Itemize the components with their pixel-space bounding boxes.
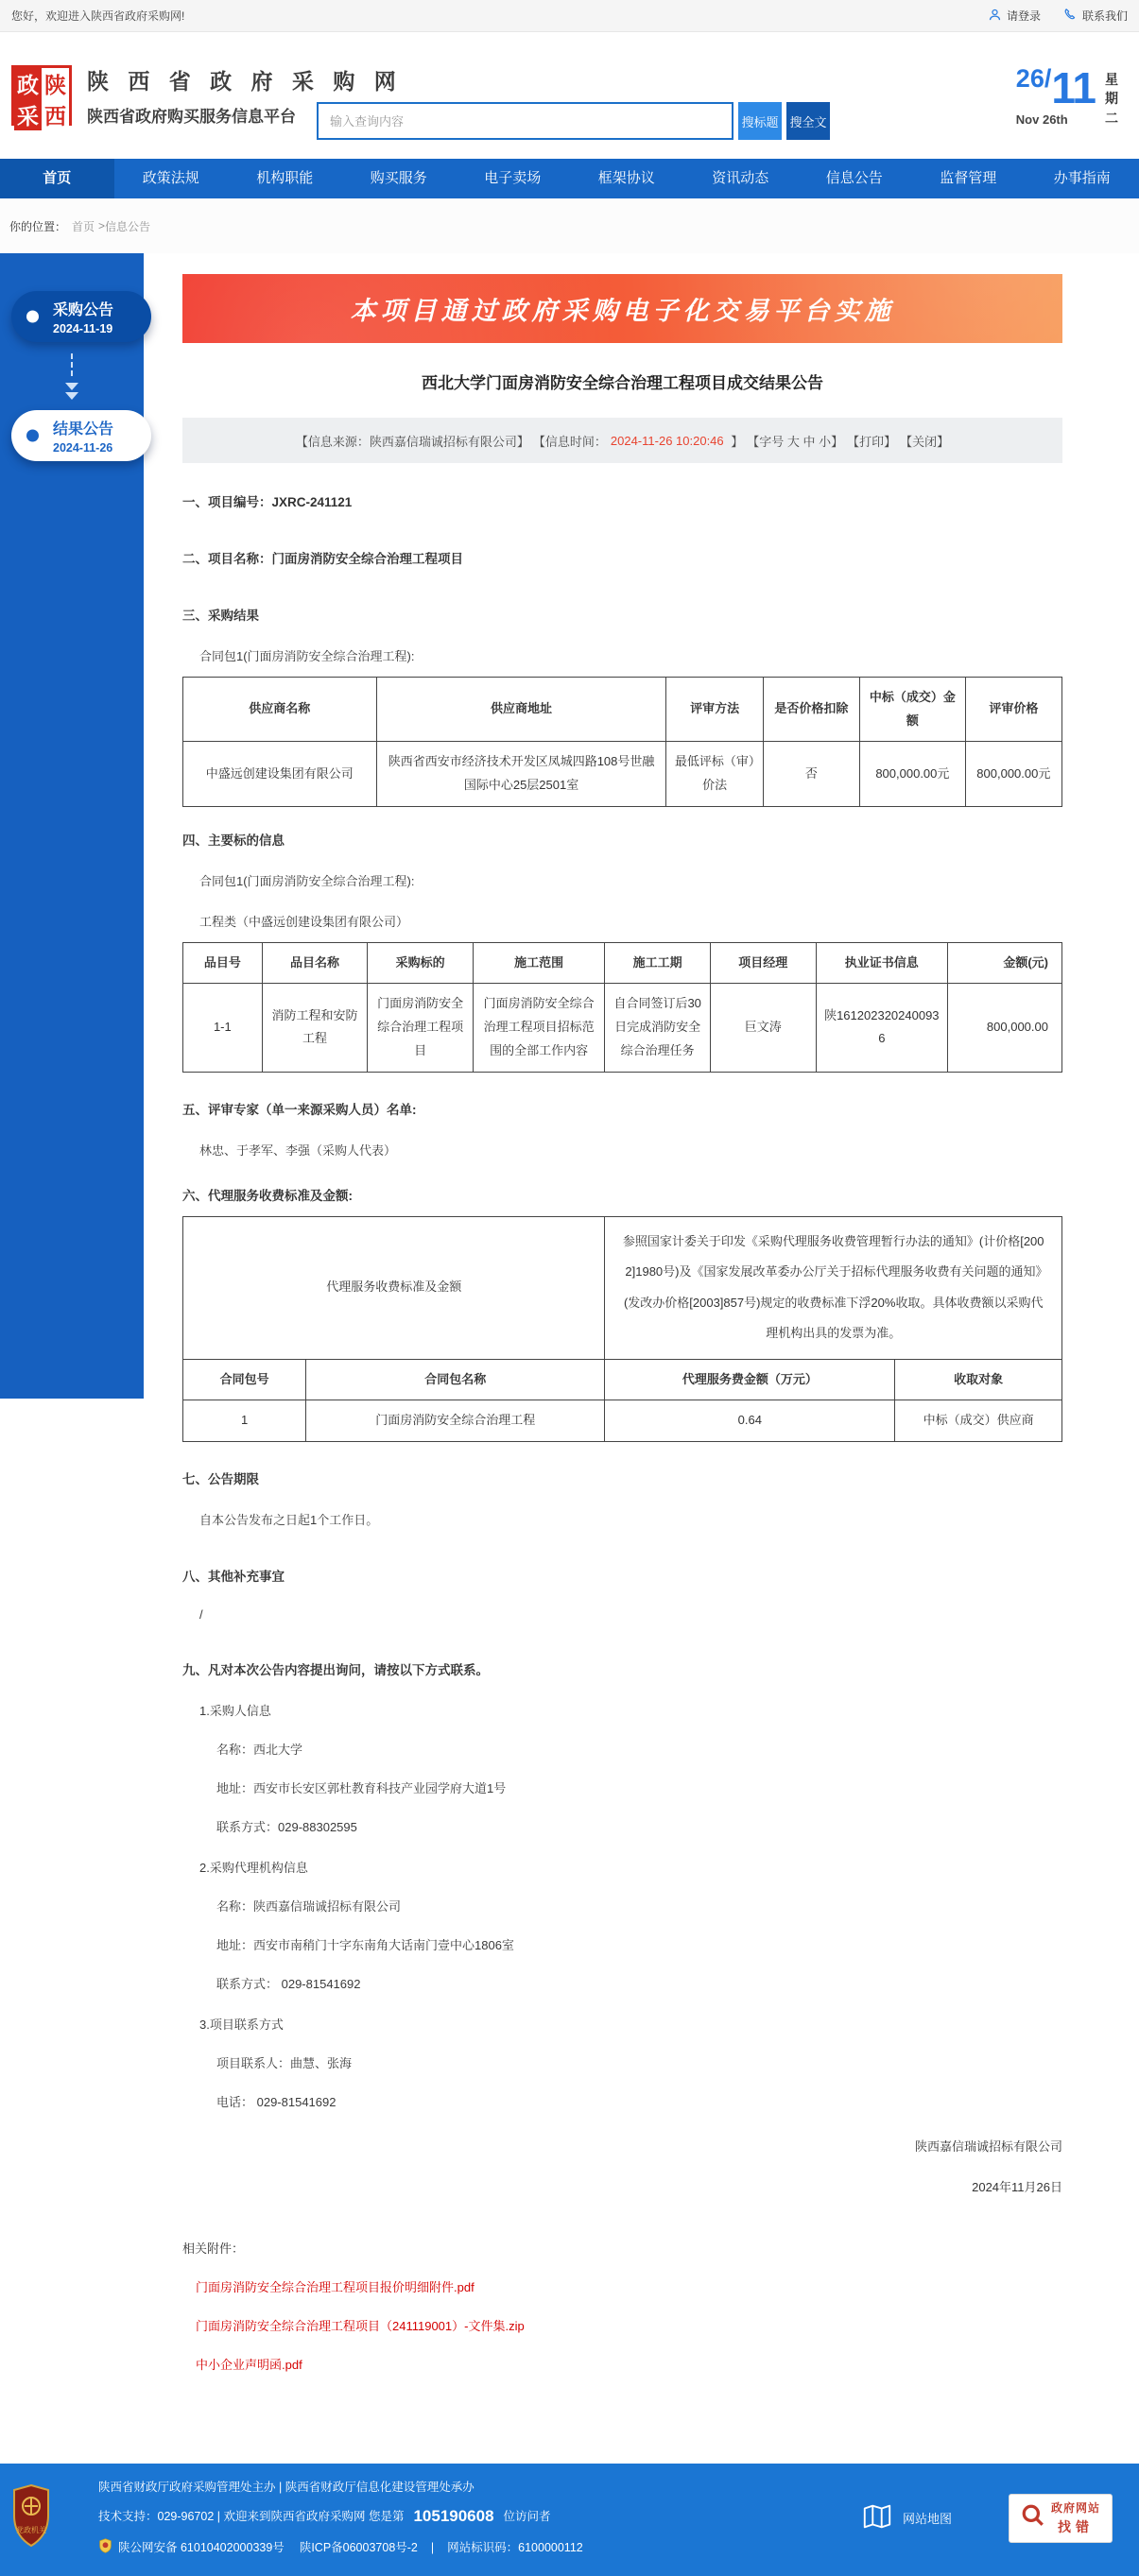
print-button[interactable]: 【打印】 xyxy=(847,432,896,450)
section-5-experts: 五、评审专家（单一来源采购人员）名单: xyxy=(182,1099,1062,1118)
welcome-text: 您好，欢迎进入陕西省政府采购网! xyxy=(11,8,184,24)
fee-table-row: 1 门面房消防安全综合治理工程 0.64 中标（成交）供应商 xyxy=(183,1400,1062,1442)
nav-item-announcements[interactable]: 信息公告 xyxy=(798,159,912,198)
nav-item-purchase-service[interactable]: 购买服务 xyxy=(342,159,457,198)
logo-char-3: 采 xyxy=(14,99,42,130)
meta-time: 2024-11-26 10:20:46 xyxy=(611,434,724,448)
subject-table xyxy=(182,942,1062,1073)
nav-item-guide[interactable]: 办事指南 xyxy=(1026,159,1139,198)
nav-item-framework[interactable]: 框架协议 xyxy=(570,159,684,198)
search-fulltext-button[interactable]: 搜全文 xyxy=(786,102,830,140)
agency-phone: 联系方式： 029-81541692 xyxy=(216,1974,1062,1992)
site-title: 陕 西 省 政 府 采 购 网 xyxy=(87,64,403,95)
article-content xyxy=(182,253,1062,2439)
date-widget: 26/11 Nov 26th 星期二 xyxy=(1016,66,1120,128)
sidebar-item-procurement-announcement[interactable]: 采购公告 2024-11-19 xyxy=(11,291,151,342)
magnifier-icon xyxy=(1021,2503,1045,2533)
party-gov-shield-icon xyxy=(11,2483,51,2552)
section-4-subject-info: 四、主要标的信息 xyxy=(182,830,1062,849)
purchaser-info-title: 1.采购人信息 xyxy=(199,1701,1062,1719)
agency-name: 名称：陕西嘉信瑞诚招标有限公司 xyxy=(216,1897,1062,1915)
breadcrumb-prefix: 你的位置： xyxy=(9,218,66,234)
main-nav xyxy=(0,159,1139,198)
result-table xyxy=(182,677,1062,807)
purchaser-phone: 联系方式：029-88302595 xyxy=(216,1817,1062,1835)
e-platform-banner: 本项目通过政府采购电子化交易平台实施 xyxy=(182,274,1062,343)
date-weekday: 星期二 xyxy=(1105,70,1120,128)
nav-item-policies[interactable]: 政策法规 xyxy=(114,159,229,198)
site-code: 网站标识码：6100000112 xyxy=(447,2541,583,2555)
purchaser-name: 名称：西北大学 xyxy=(216,1740,1062,1758)
nav-item-supervision[interactable]: 监督管理 xyxy=(911,159,1026,198)
attachment-link-fileset-zip[interactable]: 门面房消防安全综合治理工程项目（241119001）-文件集.zip xyxy=(196,2316,1062,2334)
site-logo[interactable] xyxy=(11,65,72,126)
login-label: 请登录 xyxy=(1007,8,1041,24)
breadcrumb-current[interactable]: 信息公告 xyxy=(105,218,150,234)
section-3-result: 三、采购结果 xyxy=(182,605,1062,624)
project-contact-names: 项目联系人：曲慧、张海 xyxy=(216,2053,1062,2071)
sidebar-item-result-announcement[interactable]: 结果公告 2024-11-26 xyxy=(11,410,151,461)
bullet-dot-icon xyxy=(26,311,39,323)
engineering-category-note: 工程类（中盛远创建设集团有限公司） xyxy=(199,912,1062,930)
phone-icon xyxy=(1063,8,1078,25)
purchaser-address: 地址：西安市长安区郭杜教育科技产业园学府大道1号 xyxy=(216,1778,1062,1796)
result-table-header-row: 供应商名称 供应商地址 评审方法 是否价格扣除 中标（成交）金额 评审价格 xyxy=(183,678,1062,742)
attachment-link-quote-pdf[interactable]: 门面房消防安全综合治理工程项目报价明细附件.pdf xyxy=(196,2277,1062,2295)
date-english: Nov 26th xyxy=(1016,113,1096,126)
bullet-dot-icon xyxy=(26,430,39,442)
top-bar xyxy=(0,0,1139,32)
section-2-project-name: 二、项目名称：门面房消防安全综合治理工程项目 xyxy=(182,548,1062,567)
project-contact-title: 3.项目联系方式 xyxy=(199,2015,1062,2033)
icp-beian-link[interactable]: 陕ICP备06003708号-2 xyxy=(300,2541,418,2555)
section-8-other-matters: 八、其他补充事宜 xyxy=(182,1566,1062,1585)
announcement-sidebar xyxy=(0,253,144,1399)
signature-block xyxy=(182,2137,1062,2195)
gov-site-error-report-badge[interactable]: 政府网站 找错 xyxy=(1009,2494,1113,2543)
contract-package-note-2: 合同包1(门面房消防安全综合治理工程): xyxy=(199,871,1062,889)
nav-item-functions[interactable]: 机构职能 xyxy=(228,159,342,198)
expert-names: 林忠、于孝军、李强（采购人代表） xyxy=(199,1141,1062,1159)
search-bar xyxy=(317,102,830,140)
svg-text:党政机关: 党政机关 xyxy=(16,2525,46,2534)
user-icon xyxy=(988,8,1002,25)
map-icon xyxy=(861,2500,893,2535)
visitor-count: 105190608 xyxy=(413,2507,493,2526)
contract-package-note: 合同包1(门面房消防安全综合治理工程): xyxy=(199,646,1062,664)
police-beian-link[interactable]: 陕公网安备 61010402000339号 xyxy=(118,2541,285,2555)
agency-address: 地址：西安市南稍门十字东南角大话南门壹中心1806室 xyxy=(216,1935,1062,1953)
fee-table xyxy=(182,1216,1062,1442)
project-contact-phone: 电话： 029-81541692 xyxy=(216,2092,1062,2110)
logo-char-4: 西 xyxy=(42,99,69,130)
nav-item-home[interactable]: 首页 xyxy=(0,159,114,198)
meta-time-open: 【信息时间： xyxy=(533,432,607,450)
section-6-agency-fee: 六、代理服务收费标准及金额: xyxy=(182,1185,1062,1204)
fee-table-header-row: 合同包号 合同包名称 代理服务费金额（万元） 收取对象 xyxy=(183,1359,1062,1400)
date-month: 11 xyxy=(1051,63,1096,112)
close-button[interactable]: 【关闭】 xyxy=(900,432,949,450)
logo-char-2: 陕 xyxy=(42,68,69,99)
fee-table-desc-row: 代理服务收费标准及金额 参照国家计委关于印发《采购代理服务收费管理暂行办法的通知》(计价格[2002]1980号)及《国家发展改革委办公厅关于招标代理服务收费有关问题的通知》(发改办价格[2003]857号)规定的收费标准下浮20%收取。具体收费额以采购代理机构出具的发票为准。 xyxy=(183,1216,1062,1359)
signature-company: 陕西嘉信瑞诚招标有限公司 xyxy=(182,2137,1062,2155)
search-title-button[interactable]: 搜标题 xyxy=(738,102,782,140)
down-arrow-icon xyxy=(0,342,144,410)
section-9-inquiry: 九、凡对本次公告内容提出询问，请按以下方式联系。 xyxy=(182,1659,1062,1678)
date-day: 26 xyxy=(1016,64,1044,93)
logo-char-1: 政 xyxy=(14,68,42,99)
agency-info-title: 2.采购代理机构信息 xyxy=(199,1858,1062,1876)
police-badge-icon xyxy=(98,2538,112,2557)
period-text: 自本公告发布之日起1个工作日。 xyxy=(199,1510,1062,1528)
nav-item-e-market[interactable]: 电子卖场 xyxy=(456,159,570,198)
sitemap-link[interactable] xyxy=(861,2500,952,2535)
contact-us-label: 联系我们 xyxy=(1082,8,1128,24)
meta-source: 【信息来源：陕西嘉信瑞诚招标有限公司】 xyxy=(296,432,529,450)
contact-us-link[interactable] xyxy=(1063,8,1128,25)
subject-table-row: 1-1 消防工程和安防工程 门面房消防安全综合治理工程项目 门面房消防安全综合治理工程项目招标范围的全部工作内容 自合同签订后30日完成消防安全综合治理任务 巨文涛 陕1612023202400936 800,000.00 xyxy=(183,984,1062,1072)
login-link[interactable] xyxy=(988,8,1041,25)
footer-support-line: 技术支持：029-96702 | 欢迎来到陕西省政府采购网 您是第 105190608 位访问者 xyxy=(98,2507,583,2526)
site-header xyxy=(0,32,1139,159)
section-1-project-number: 一、项目编号：JXRC-241121 xyxy=(182,491,1062,510)
attachments-section xyxy=(182,2239,1062,2373)
section-7-announcement-period: 七、公告期限 xyxy=(182,1468,1062,1487)
subject-table-header-row: 品目号 品目名称 采购标的 施工范围 施工工期 项目经理 执业证书信息 金额(元) xyxy=(183,942,1062,984)
result-table-row: 中盛远创建设集团有限公司 陕西省西安市经济技术开发区凤城四路108号世融国际中心25层2501室 最低评标（审）价法 否 800,000.00元 800,000.00元 xyxy=(183,742,1062,806)
search-input[interactable] xyxy=(317,102,733,140)
footer-organizer-line: 陕西省财政厅政府采购管理处主办 | 陕西省财政厅信息化建设管理处承办 xyxy=(98,2481,583,2495)
sitemap-label: 网站地图 xyxy=(903,2509,952,2527)
attachment-link-sme-declaration-pdf[interactable]: 中小企业声明函.pdf xyxy=(196,2355,1062,2373)
other-matters-text: / xyxy=(199,1607,1062,1622)
nav-item-news[interactable]: 资讯动态 xyxy=(683,159,798,198)
font-size-controls[interactable]: 【字号 大 中 小】 xyxy=(747,432,843,450)
footer-beian-line: 陕公网安备 61010402000339号 陕ICP备06003708号-2 | 网站标识码：6100000112 xyxy=(98,2538,583,2557)
attachments-label: 相关附件： xyxy=(182,2239,1062,2257)
site-footer xyxy=(0,2464,1139,2576)
signature-date: 2024年11月26日 xyxy=(182,2177,1062,2195)
breadcrumb-home[interactable]: 首页 xyxy=(72,218,95,234)
page-title: 西北大学门面房消防安全综合治理工程项目成交结果公告 xyxy=(182,369,1062,393)
site-subtitle: 陕西省政府购买服务信息平台 xyxy=(87,103,403,127)
breadcrumb: 你的位置： 首页 > 信息公告 xyxy=(0,198,1139,253)
article-meta-bar: 【信息来源：陕西嘉信瑞诚招标有限公司】 【信息时间： 2024-11-26 10:20:46 】 【字号 大 中 小】 【打印】 【关闭】 xyxy=(182,418,1062,463)
